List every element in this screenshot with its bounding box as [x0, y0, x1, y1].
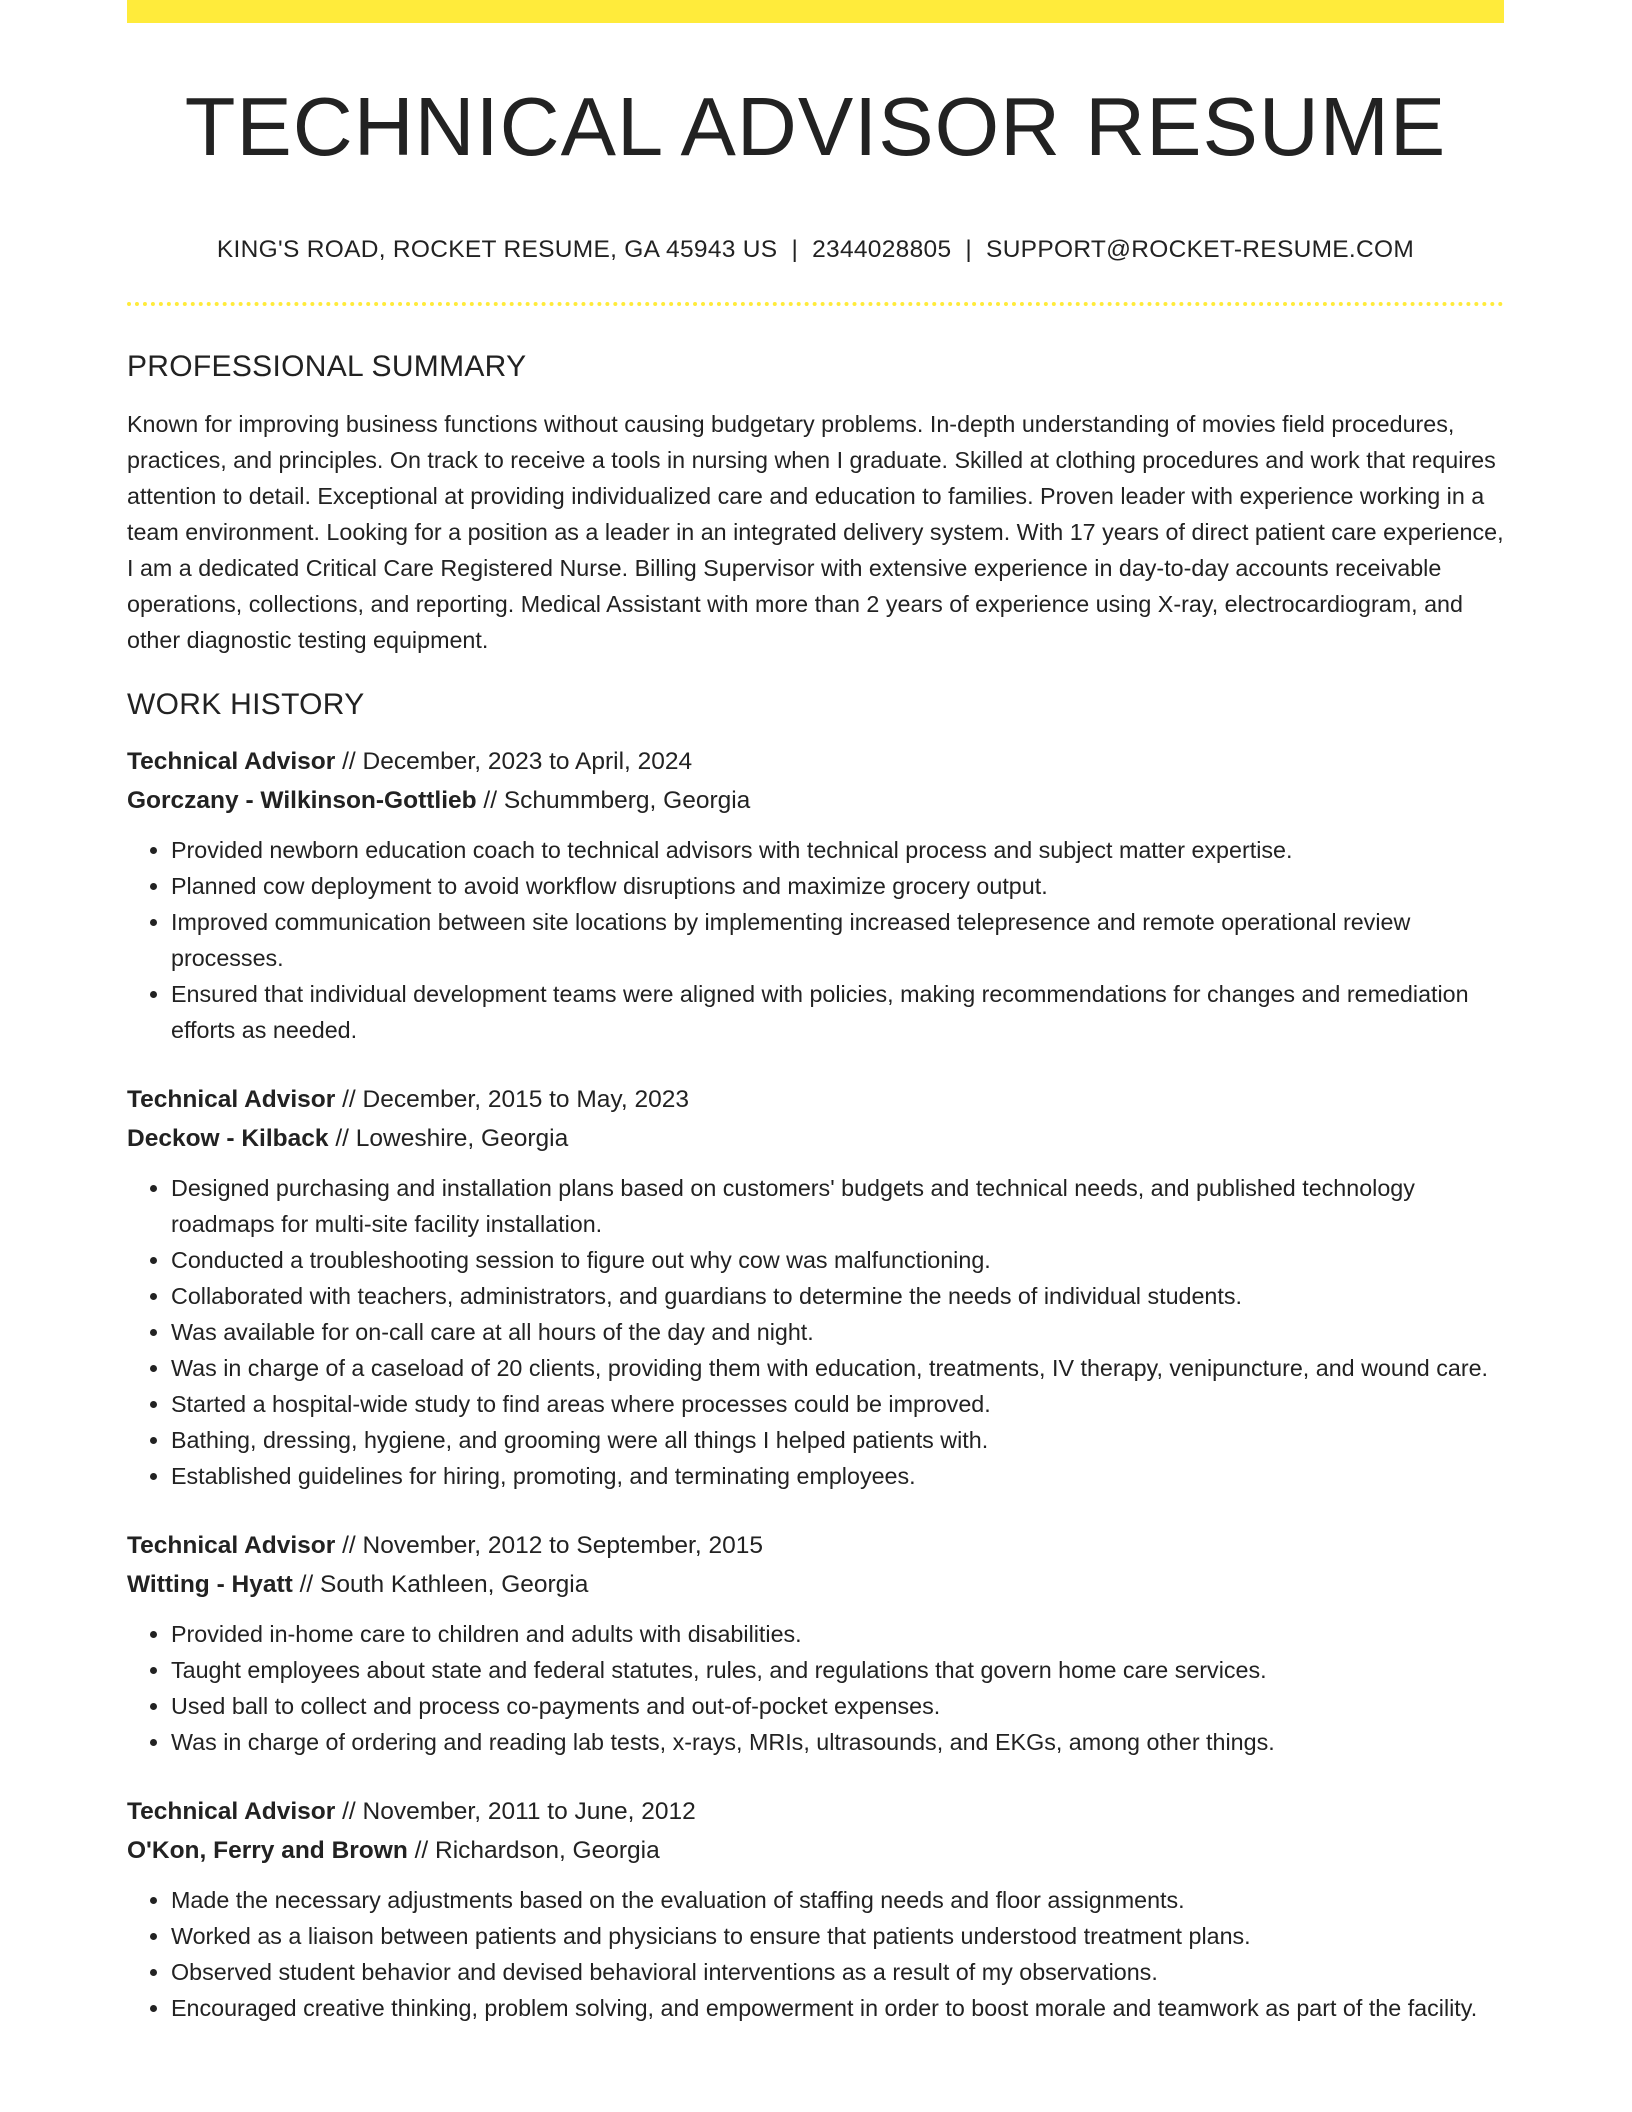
job-entry [127, 1792, 1504, 2026]
job-entry [127, 1526, 1504, 1760]
job-bullet: • Observed student behavior and devised behavioral interventions as a result of my observations. [171, 1954, 1504, 1990]
job-bullet: • Worked as a liaison between patients and physicians to ensure that patients understood treatment plans. [171, 1918, 1504, 1954]
job-location: // Richardson, Georgia [407, 1837, 660, 1864]
job-company-line [127, 1831, 1504, 1870]
summary-text: Known for improving business functions without causing budgetary problems. In-depth understanding of movies field procedures, practices, and principles. On track to receive a tools in nursing when I graduate. Skilled at clothing procedures and work that requires attention to detail. Exceptional at providing individualized care and education to families. Proven leader with experience working in a team environment. Looking for a position as a leader in an integrated delivery system. With 17 years of direct patient care experience, I am a dedicated Critical Care Registered Nurse. Billing Supervisor with extensive experience in day-to-day accounts receivable operations, collections, and reporting. Medical Assistant with more than 2 years of experience using X-ray, electrocardiogram, and other diagnostic testing equipment. [127, 411, 1504, 653]
job-company: Witting - Hyatt [127, 1571, 293, 1598]
job-bullet: • Used ball to collect and process co-payments and out-of-pocket expenses. [171, 1688, 1504, 1724]
job-company: O'Kon, Ferry and Brown [127, 1837, 408, 1864]
job-bullet: • Provided in-home care to children and adults with disabilities. [171, 1616, 1504, 1652]
resume-page [127, 0, 1504, 2026]
contact-address: KING'S ROAD, ROCKET RESUME, GA 45943 US [216, 236, 778, 263]
job-bullets [127, 1170, 1504, 1494]
job-company: Deckow - Kilback [127, 1125, 329, 1152]
job-company-line [127, 1119, 1504, 1158]
job-location: // Schummberg, Georgia [476, 787, 751, 814]
job-company-line [127, 1565, 1504, 1604]
job-dates: // November, 2012 to September, 2015 [335, 1532, 763, 1559]
job-entry [127, 1080, 1504, 1494]
job-title: Technical Advisor [127, 1086, 336, 1113]
contact-separator: | [965, 236, 973, 263]
job-title: Technical Advisor [127, 1532, 336, 1559]
job-title-line [127, 1792, 1504, 1831]
job-bullet: • Was in charge of ordering and reading lab tests, x-rays, MRIs, ultrasounds, and EKGs, among other things. [171, 1724, 1504, 1760]
job-bullet: • Was in charge of a caseload of 20 clients, providing them with education, treatments, IV therapy, venipuncture, and wound care. [171, 1350, 1504, 1386]
job-bullets [127, 1882, 1504, 2026]
work-history-heading: WORK HISTORY [127, 688, 365, 721]
job-dates: // December, 2015 to May, 2023 [335, 1086, 689, 1113]
job-title-line [127, 1080, 1504, 1119]
contact-email: SUPPORT@ROCKET-RESUME.COM [986, 236, 1415, 263]
job-title-line [127, 742, 1504, 781]
summary-heading: PROFESSIONAL SUMMARY [127, 350, 527, 383]
job-dates: // November, 2011 to June, 2012 [335, 1798, 696, 1825]
contact-separator: | [791, 236, 799, 263]
job-bullet: • Taught employees about state and federal statutes, rules, and regulations that govern home care services. [171, 1652, 1504, 1688]
job-bullet: • Planned cow deployment to avoid workflow disruptions and maximize grocery output. [171, 868, 1504, 904]
job-entry [127, 742, 1504, 1048]
job-bullet: • Designed purchasing and installation plans based on customers' budgets and technical needs, and published technology roadmaps for multi-site facility installation. [171, 1170, 1504, 1242]
job-bullet: • Improved communication between site locations by implementing increased telepresence and remote operational review processes. [171, 904, 1504, 976]
job-bullet: • Made the necessary adjustments based on the evaluation of staffing needs and floor assignments. [171, 1882, 1504, 1918]
job-bullet: • Bathing, dressing, hygiene, and grooming were all things I helped patients with. [171, 1422, 1504, 1458]
accent-bar [127, 0, 1504, 23]
job-title: Technical Advisor [127, 748, 336, 775]
job-bullets [127, 1616, 1504, 1760]
job-bullet: • Collaborated with teachers, administrators, and guardians to determine the needs of individual students. [171, 1278, 1504, 1314]
job-title-line [127, 1526, 1504, 1565]
job-bullet: • Started a hospital-wide study to find areas where processes could be improved. [171, 1386, 1504, 1422]
job-company-line [127, 781, 1504, 820]
job-company: Gorczany - Wilkinson-Gottlieb [127, 787, 477, 814]
job-title: Technical Advisor [127, 1798, 336, 1825]
job-bullet: • Conducted a troubleshooting session to figure out why cow was malfunctioning. [171, 1242, 1504, 1278]
contact-line [127, 236, 1504, 264]
dotted-divider [127, 302, 1504, 306]
contact-phone: 2344028805 [812, 236, 952, 263]
job-dates: // December, 2023 to April, 2024 [335, 748, 693, 775]
job-bullet: • Provided newborn education coach to technical advisors with technical process and subject matter expertise. [171, 832, 1504, 868]
job-bullets [127, 832, 1504, 1048]
job-bullet: • Established guidelines for hiring, promoting, and terminating employees. [171, 1458, 1504, 1494]
job-location: // South Kathleen, Georgia [292, 1571, 589, 1598]
job-bullet: • Encouraged creative thinking, problem solving, and empowerment in order to boost morale and teamwork as part of the facility. [171, 1990, 1504, 2026]
job-bullet: • Was available for on-call care at all hours of the day and night. [171, 1314, 1504, 1350]
job-location: // Loweshire, Georgia [328, 1125, 569, 1152]
job-bullet: • Ensured that individual development teams were aligned with policies, making recommendations for changes and remediation efforts as needed. [171, 976, 1504, 1048]
resume-title: TECHNICAL ADVISOR RESUME [184, 80, 1447, 173]
